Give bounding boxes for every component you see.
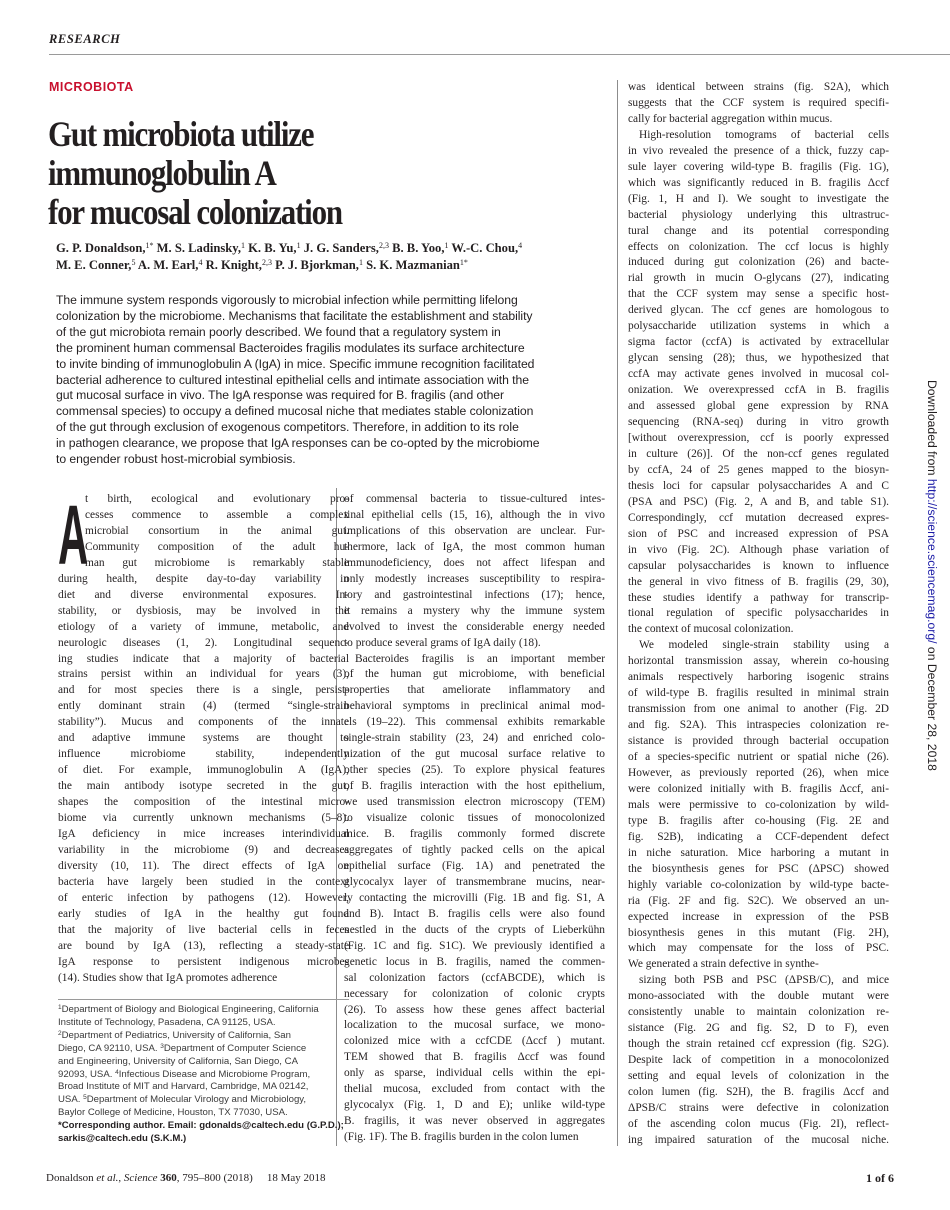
section-label: RESEARCH	[49, 32, 121, 46]
text-line: biosynthesis genes in this mutant (Fig. 2H),	[628, 926, 889, 939]
affiliations-footnotes	[58, 1004, 353, 1146]
text-line: induced during gut colonization (26) and bacte-	[628, 256, 889, 269]
text-line: sal colonization factors (ccfABCDE), which is	[344, 971, 605, 984]
affiliation-number: 3	[160, 1042, 164, 1050]
text-line: in culture (26)]. Of the non-ccf genes regulated	[628, 447, 889, 460]
affiliation-text: Department of Pediatrics, University of California, San	[61, 1029, 291, 1041]
text-line: in niche saturation. Mice harboring a mutant in	[628, 846, 889, 859]
text-line: setting and equal levels of colonization in the	[628, 1070, 889, 1083]
text-line: the main antibody isotype secreted in the gut,	[58, 780, 349, 793]
text-line: animals respectively harboring isogenic strains	[628, 671, 889, 684]
text-line: Despite lack of competition in a monocolonized	[628, 1054, 889, 1067]
citation-etal: et al.	[96, 1172, 119, 1184]
text-line: of wild-type B. fragilis resulted in minimal strain	[628, 687, 889, 700]
affiliation-text: Institute of Technology, Pasadena, CA 91125, USA.	[58, 1016, 276, 1028]
text-line: and B). Intact B. fragilis cells were also found	[344, 907, 605, 920]
text-line: these studies identify a pathway for transcrip-	[628, 591, 889, 604]
text-line: of B. fragilis interaction with the host epithelium,	[344, 780, 605, 793]
affiliation-text: 92093, USA.	[58, 1068, 116, 1080]
text-line: the general in vivo fitness of B. fragilis (29, 30),	[628, 575, 889, 588]
affiliation-text: Diego, CA 92110, USA.	[58, 1042, 161, 1054]
text-line: mono-associated with the double mutant were	[628, 990, 889, 1003]
category-kicker: MICROBIOTA	[49, 80, 134, 94]
text-line: cesses commence to assemble a complex	[85, 508, 349, 521]
text-line: epithelial surface (Fig. 1A) and penetrated the	[344, 859, 605, 872]
text-line: in vivo (Fig. 2C). Although phase variation of	[628, 543, 889, 556]
text-line: highly variable co-colonization by wild-type bacte-	[628, 878, 889, 891]
body-column-2	[344, 492, 605, 1146]
text-line: during health, despite day-to-day variability in	[58, 572, 349, 585]
abstract-line: bacterial adherence to cultured intestinal epithelial cells and intimate association with the	[56, 372, 529, 387]
publication-date: 18 May 2018	[266, 1172, 326, 1184]
affiliation-line	[58, 1043, 353, 1056]
affiliation-text: Department of Biology and Biological Engineering, California	[61, 1004, 319, 1015]
text-line: ΔPSB/C strains were defective in colonization	[628, 1102, 889, 1114]
text-line: (26). To assess how these genes affect bacterial	[344, 1003, 605, 1016]
text-line: properties that ameliorate inflammatory and	[344, 684, 605, 697]
affiliation-line	[58, 1030, 353, 1043]
text-line: derived glycan. The ccf genes are homologous to	[628, 304, 889, 317]
text-line: type B. fragilis after co-housing (Fig. 2E and	[628, 814, 889, 827]
text-line: bacterial physiology underlying this ultrastruc-	[628, 208, 889, 221]
text-line: it remains a mystery why the immune system	[344, 604, 605, 617]
text-line: of the human gut microbiome, with beneficial	[344, 668, 605, 681]
abstract-line: commensal species) to occupy a defined mucosal niche that mediates stable colonization	[56, 404, 534, 419]
text-line: neurologic diseases (1, 2). Longitudinal sequenc-	[58, 636, 349, 649]
text-line: of the ascending colon mucus (Fig. 2I), reflect-	[628, 1117, 889, 1130]
author-affiliation: 1*	[145, 241, 154, 250]
author-affiliation: 1	[444, 241, 449, 250]
text-line: of commensal bacteria to tissue-cultured intes-	[344, 493, 605, 505]
author-affiliation: 4	[518, 241, 523, 250]
text-line: necessary for colonization of colonic crypts	[344, 987, 605, 1000]
text-line: sule layer covering wild-type B. fragilis (Fig. 1G),	[628, 160, 889, 173]
text-line: glycocalyx layer of transmembrane mucins, near-	[344, 875, 605, 888]
text-line: single-strain stability (23, 24) and enriched colo-	[344, 732, 605, 745]
author-affiliation: 2,3	[261, 258, 272, 267]
text-line: IgA response to persistent indigenous microbes	[58, 955, 349, 968]
text-line: only as sparse, individual cells within the epi-	[344, 1067, 605, 1080]
text-line: behavioral symptoms in preclinical animal mod-	[344, 700, 605, 713]
body-column-1	[58, 488, 349, 987]
text-line: effects on colonization. The ccf locus is highly	[628, 240, 889, 253]
header-rule	[49, 54, 950, 55]
citation-separator: ,	[118, 1172, 124, 1184]
abstract-line: colonization by the microbiome. Mechanisms that facilitate the establishment and stability	[56, 308, 533, 323]
text-line: transmission from one animal to another (Fig. 2D	[628, 703, 889, 716]
text-line: evolved to invest the considerable energy needed	[344, 620, 605, 633]
citation-pages: , 795–800 (2018)	[176, 1172, 253, 1184]
text-line: in vivo revealed the presence of a thick, fuzzy cap-	[628, 144, 889, 157]
affiliation-text: USA.	[58, 1094, 84, 1106]
citation-footer	[46, 1172, 326, 1184]
text-line: bacteria have largely been studied in the context	[58, 875, 349, 888]
author-affiliation: 1	[296, 241, 301, 250]
text-line: t birth, ecological and evolutionary pro-	[85, 493, 349, 505]
author-line	[56, 257, 616, 274]
affiliation-text: Broad Institute of MIT and Harvard, Cambridge, MA 02142,	[58, 1081, 309, 1093]
text-line: biome via currently unknown mechanisms (5–8).	[58, 812, 349, 825]
affiliation-line	[58, 1094, 353, 1107]
text-line: sistance is provided through bacterial occupation	[628, 735, 889, 748]
author: S. K. Mazmanian	[366, 258, 460, 272]
affiliation-number: 2	[58, 1029, 62, 1037]
page-indicator: 1 of 6	[866, 1171, 894, 1185]
text-line: ently dominant strain (4) (termed “single-strain	[58, 700, 349, 713]
download-suffix: on December 28, 2018	[925, 643, 939, 771]
title-line: immunoglobulin A	[48, 153, 276, 193]
text-line: microbial consortium in the animal gut.	[85, 524, 349, 537]
affiliation-text: Baylor College of Medicine, Houston, TX 77030, USA.	[58, 1107, 288, 1119]
text-line: horizontal transmission assay, wherein co-housing	[628, 655, 889, 668]
text-line: consistently unable to maintain colonization re-	[628, 1006, 889, 1019]
abstract-line: the prominent human commensal Bacteroides fragilis modulates its surface architecture	[56, 340, 525, 355]
author: K. B. Yu,	[248, 241, 297, 255]
text-line: aggregates of tightly packed cells on the apical	[344, 843, 605, 856]
text-line: ria (Fig. 2F and fig. S2C). We observed an un-	[628, 894, 889, 907]
text-line: thesis loci for capsular polysaccharides A and C	[628, 479, 889, 492]
author-affiliation: 1	[358, 258, 363, 267]
abstract-line: The immune system responds vigorously to microbial infection while permitting lifelong	[56, 293, 518, 307]
text-line: to produce several grams of IgA daily (18).	[344, 636, 541, 649]
download-prefix: Downloaded from	[925, 380, 939, 479]
text-line: capsular polysaccharides is known to influence	[628, 559, 889, 572]
author: G. P. Donaldson,	[56, 241, 146, 255]
text-line: sistance (Fig. 2G and fig. S2, D to F), even	[628, 1022, 889, 1035]
author: A. M. Earl,	[137, 258, 199, 272]
article-title	[48, 115, 512, 232]
text-line: immunodeficiency, does not affect lifespan and	[344, 556, 605, 569]
text-line: are bound by IgA (13), reflecting a steady-state	[58, 939, 349, 952]
text-line: ly contacting the microvilli (Fig. 1B and fig. S1, A	[344, 891, 605, 904]
text-line: sion of PSC and increased expression of PSA	[628, 527, 889, 540]
text-line: localization to the mucosal surface, we mono-	[344, 1019, 605, 1032]
text-line: influence microbiome stability, independently	[58, 748, 349, 761]
text-line: by ccfA, 24 of 25 genes mapped to the biosyn-	[628, 463, 889, 476]
corresponding-author: *Corresponding author. Email: gdonalds@caltech.edu (G.P.D.);	[58, 1120, 344, 1132]
text-line: [without overexpression, ccf is poorly expressed	[628, 431, 889, 444]
text-line: (PSA and PSC) (Fig. 2, A and B, and table S1).	[628, 495, 889, 508]
author-affiliation: 1*	[459, 258, 468, 267]
text-line: tory and gastrointestinal infections (17); hence,	[344, 588, 605, 601]
author-affiliation: 5	[131, 258, 136, 267]
abstract-line: gut mucosal surface in vivo. The IgA response was required for B. fragilis (and other	[56, 388, 505, 403]
affiliation-line	[58, 1081, 353, 1094]
author: W.-C. Chou,	[451, 241, 519, 255]
text-line: sigma factor (ccfA) is activated by extracellular	[628, 336, 889, 349]
text-line: nestled in the ducts of the crypts of Lieberkühn	[344, 923, 605, 936]
author: M. E. Conner,	[56, 258, 132, 272]
text-line: sizing both PSB and PSC (ΔPSB/C), and mice	[639, 974, 889, 987]
text-line: man gut microbiome is remarkably stable	[85, 556, 349, 569]
source-link[interactable]: http://science.sciencemag.org/	[925, 478, 939, 644]
affiliation-line	[58, 1056, 353, 1069]
text-line: Bacteroides fragilis is an important member	[355, 652, 605, 665]
text-line: that the majority of live bacterial cells in feces	[58, 923, 349, 936]
text-line: colonized mice with a ccfCDE (Δccf ) mutant.	[344, 1035, 605, 1048]
text-line: of a species-specific nutrient or spatial niche (26).	[628, 751, 889, 764]
abstract-line: in pathogen clearance, we propose that IgA responses can be co-opted by the microbiome	[56, 436, 540, 451]
affiliation-line	[58, 1004, 353, 1017]
download-notice	[925, 380, 939, 800]
affiliation-text: and Engineering, University of California, San Diego, CA	[58, 1055, 298, 1067]
text-line: strains persist within an individual for years (3),	[58, 668, 349, 681]
text-line: implications of this observation are unclear. Fur-	[344, 524, 605, 537]
text-line: However, as previously reported (26), when mice	[628, 766, 889, 779]
text-line: High-resolution tomograms of bacterial cells	[639, 128, 889, 141]
author: R. Knight,	[205, 258, 262, 272]
text-line: the biosynthesis genes for PSC (ΔPSC) showed	[628, 862, 889, 875]
text-line: fig. S2B), indicating a CCF-dependent defect	[628, 830, 889, 843]
title-line: for mucosal colonization	[48, 192, 342, 232]
text-line: Community composition of the adult hu-	[85, 540, 349, 553]
text-line: we used transmission electron microscopy (TEM)	[344, 796, 605, 809]
text-line: ccfA may activate genes involved in mucosal col-	[628, 368, 889, 381]
text-line: tional regulation of specific polysaccharides in	[628, 607, 889, 620]
author: P. J. Bjorkman,	[275, 258, 359, 272]
body-column-3	[628, 80, 889, 1149]
column-divider	[617, 80, 618, 1146]
text-line: Correspondingly, ccf mutation decreased expres-	[628, 511, 889, 524]
text-line: was identical between strains (fig. S2A), which	[628, 81, 889, 93]
affiliation-number: 5	[83, 1094, 87, 1102]
text-line: though the strain retained ccf expression (fig. S2G).	[628, 1038, 889, 1051]
text-line: suggests that the CCF system is required specifi-	[628, 96, 889, 109]
citation-journal: Science	[123, 1172, 158, 1184]
text-line: sequencing (RNA-seq) during in vitro growth	[628, 416, 889, 429]
text-line: mals were permissive to co-colonization by wild-	[628, 798, 889, 811]
text-line: (Fig. 1F). The B. fragilis burden in the colon lumen	[344, 1131, 579, 1144]
drop-cap: A	[58, 488, 89, 582]
text-line: cally for bacterial aggregation within mucus.	[628, 112, 833, 125]
text-line: stability”). Mucus and components of the innate	[58, 716, 349, 729]
text-line: of diet. For example, immunoglobulin A (IgA),	[58, 764, 349, 777]
text-line: and adaptive immune systems are thought to	[58, 732, 349, 745]
text-line: other species (25). To explore physical features	[344, 764, 605, 777]
text-line: that the CCF system may sense a specific host-	[628, 288, 889, 301]
affiliation-line	[58, 1107, 353, 1120]
author: B. B. Yoo,	[392, 241, 445, 255]
affiliation-number: 4	[115, 1068, 119, 1076]
text-line: thelial mucosa, excluded from contact with the	[344, 1083, 605, 1096]
text-line: thermore, lack of IgA, the most common human	[344, 540, 605, 553]
text-line: ing studies indicate that a majority of bacterial	[58, 652, 349, 665]
author: M. S. Ladinsky,	[156, 241, 241, 255]
text-line: mice. B. fragilis commonly formed discrete	[344, 828, 605, 841]
text-line: IgA deficiency in mice increases interindividual	[58, 828, 349, 841]
text-line: and assessed global gene expression by RNA	[628, 400, 889, 413]
text-line: diet and diverse environmental exposures. In-	[58, 588, 349, 601]
affiliation-text: Department of Computer Science	[163, 1042, 307, 1054]
abstract	[56, 293, 612, 468]
text-line: We modeled single-strain stability using a	[639, 639, 889, 652]
affiliation-text: Department of Molecular Virology and Microbiology,	[86, 1094, 307, 1106]
text-line: and for most species there is a single, persist-	[58, 684, 349, 697]
corresponding-author: sarkis@caltech.edu (S.K.M.)	[58, 1133, 187, 1145]
text-line: variability in the microbiome (9) and decreases	[58, 843, 349, 856]
text-line: which may compensate for the loss of PSC.	[628, 942, 889, 955]
text-line: (Fig. 1, H and I). We sought to investigate the	[628, 192, 889, 205]
author-affiliation: 4	[198, 258, 203, 267]
text-line: colon lumen (fig. S2H), the B. fragilis Δccf and	[628, 1086, 889, 1099]
text-line: glycan sensing (28); thus, we hypothesized that	[628, 352, 889, 365]
author-affiliation: 2,3	[378, 241, 389, 250]
text-line: onization. We overexpressed ccfA in B. fragilis	[628, 384, 889, 397]
text-line: etiology of a variety of immune, metabolic, and	[58, 620, 349, 633]
affiliation-text: Infectious Disease and Microbiome Program,	[118, 1068, 311, 1080]
author-list	[56, 240, 616, 274]
affiliation-line	[58, 1069, 353, 1082]
text-line: We generated a strain defective in synthe-	[628, 958, 819, 971]
affiliation-number: 1	[58, 1004, 62, 1011]
text-line: expected increase in expression of the PSB	[628, 910, 889, 923]
title-line: Gut microbiota utilize	[48, 114, 314, 154]
text-line: the context of mucosal colonization.	[628, 623, 794, 636]
text-line: tinal epithelial cells (15, 16), although the in vivo	[344, 508, 605, 521]
text-line: to visualize colonic tissues of monocolonized	[344, 812, 605, 825]
abstract-line: to engender robust host-microbial symbiosis.	[56, 452, 296, 467]
text-line: TEM showed that B. fragilis Δccf was found	[344, 1051, 605, 1064]
affiliation-line	[58, 1017, 353, 1030]
text-line: glycocalyx (Fig. 1, D and E); unlike wild-type	[344, 1099, 605, 1112]
abstract-line: to invite binding of immunoglobulin A (IgA) in mice. Specific immune recognition facilitated	[56, 356, 535, 371]
text-line: genetic locus in B. fragilis, named the commen-	[344, 955, 605, 968]
text-line: polysaccharide utilization systems in which a	[628, 320, 889, 333]
citation-volume: 360	[160, 1172, 177, 1184]
text-line: els (19–22). This commensal exhibits remarkable	[344, 716, 605, 729]
text-line: B. fragilis, it was never observed in aggregates	[344, 1115, 605, 1128]
text-line: of enteric infection by pathogens (12). However,	[58, 891, 349, 904]
text-line: only modestly increases susceptibility to respira-	[344, 572, 605, 585]
text-line: ing impaired saturation of the mucosal niche.	[628, 1133, 889, 1146]
citation-author: Donaldson	[46, 1172, 97, 1184]
footnote-rule	[58, 999, 349, 1000]
author-line	[56, 240, 616, 257]
text-line: shapes the composition of the intestinal micro-	[58, 796, 349, 809]
text-line: nization of the gut mucosal surface relative to	[344, 748, 605, 761]
text-line: stability, or dysbiosis, may be involved in the	[58, 604, 349, 617]
text-line: (Fig. 1C and fig. S1C). We previously identified a	[344, 939, 605, 952]
text-line: tural change and its potential corresponding	[628, 224, 889, 237]
abstract-line: of the gut microbiota remain poorly described. We found that a regulatory system in	[56, 324, 501, 339]
text-line: which was significantly reduced in B. fragilis Δccf	[628, 176, 889, 189]
text-line: and fig. S2A). This intraspecies colonization re-	[628, 719, 889, 732]
author-affiliation: 1	[240, 241, 245, 250]
text-line: early studies of IgA in the healthy gut found	[58, 907, 349, 920]
text-line: were colonized initially with B. fragilis Δccf, ani-	[628, 782, 889, 795]
text-line: diversity (10, 11). The direct effects of IgA on	[58, 859, 349, 872]
text-line: rial growth in mucin O-glycans (27), indicating	[628, 272, 889, 285]
abstract-line: of the gut through exclusion of exogenous competitors. Therefore, in addition to its role	[56, 420, 519, 435]
author: J. G. Sanders,	[303, 241, 379, 255]
text-line: (14). Studies show that IgA promotes adherence	[58, 971, 278, 984]
